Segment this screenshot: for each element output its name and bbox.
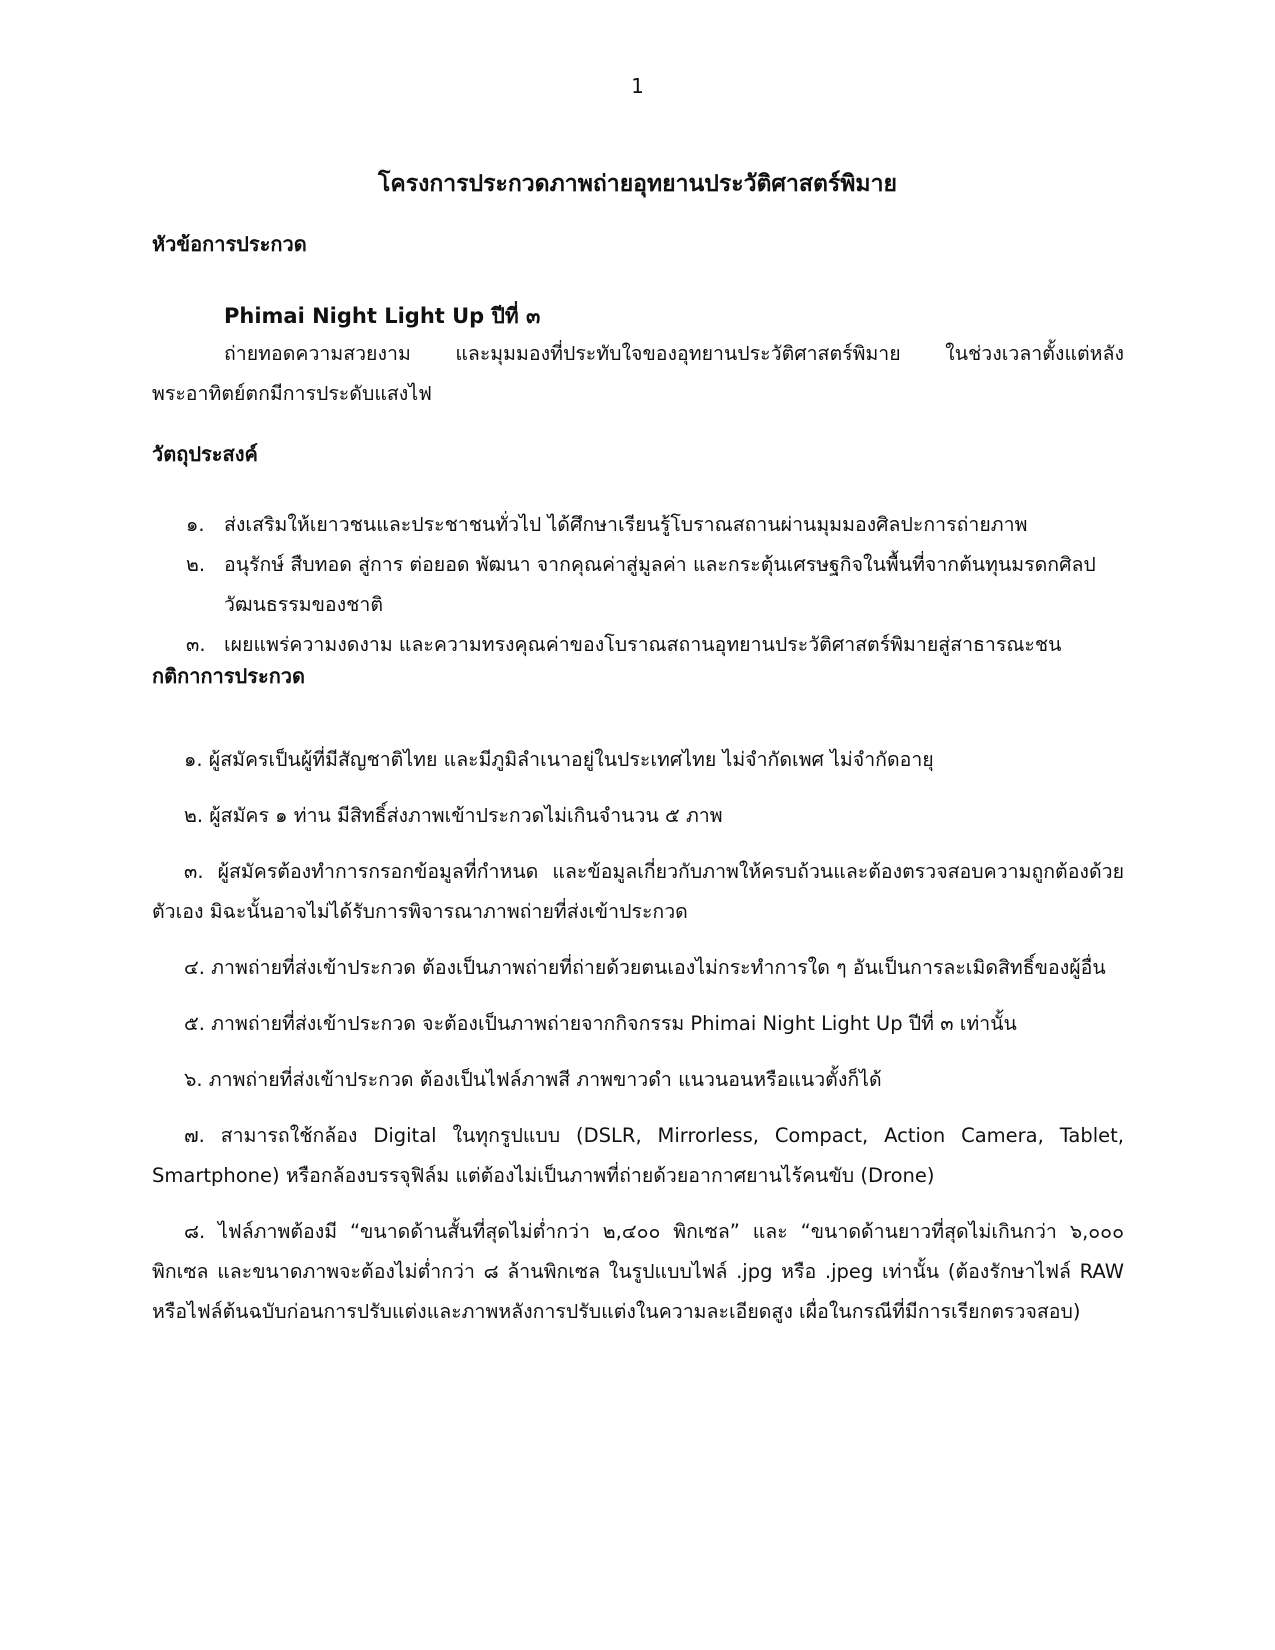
rule-item: ๑. ผู้สมัครเป็นผู้ที่มีสัญชาติไทย และมีภูมิลำเนาอยู่ในประเทศไทย ไม่จำกัดเพศ ไม่จำกัดอายุ — [184, 748, 934, 771]
rules-heading: กติกาการประกวด — [152, 664, 306, 688]
objectives-list — [152, 505, 1124, 665]
list-item-number: ๒. — [186, 553, 206, 576]
list-item-text: ส่งเสริมให้เยาวชนและประชาชนทั่วไป ได้ศึกษาเรียนรู้โบราณสถานผ่านมุมมองศิลปะการถ่ายภาพ — [224, 513, 1028, 536]
rule-item: ๒. ผู้สมัคร ๑ ท่าน มีสิทธิ์ส่งภาพเข้าประกวดไม่เกินจำนวน ๕ ภาพ — [184, 804, 723, 827]
rule-item: ๘. ไฟล์ภาพต้องมี “ขนาดด้านสั้นที่สุดไม่ต่ำกว่า ๒,๔๐๐ พิกเซล” และ “ขนาดด้านยาวที่สุดไม่เกินกว่า ๖,๐๐๐ พิกเซล และขนาดภาพจะต้องไม่ต่ำกว่า ๘ ล้านพิกเซล ในรูปแบบไฟล์ .jpg หรือ .jpeg เท่านั้น (ต้องรักษาไฟล์ RAW หรือไฟล์ต้นฉบับก่อนการปรับแต่งและภาพหลังการปรับแต่งในความละเอียดสูง เผื่อในกรณีที่มีการเรียกตรวจสอบ) — [152, 1220, 1124, 1323]
list-item-text: อนุรักษ์ สืบทอด สู่การ ต่อยอด พัฒนา จากคุณค่าสู่มูลค่า และกระตุ้นเศรษฐกิจในพื้นที่จากต้นทุนมรดกศิลปวัฒนธรรมของชาติ — [224, 553, 1096, 616]
rules-list — [152, 740, 1124, 1348]
list-item — [152, 505, 1124, 545]
page-number: 1 — [631, 74, 644, 98]
rule-item: ๔. ภาพถ่ายที่ส่งเข้าประกวด ต้องเป็นภาพถ่ายที่ถ่ายด้วยตนเองไม่กระทำการใด ๆ อันเป็นการละเมิดสิทธิ์ของผู้อื่น — [184, 956, 1106, 979]
objectives-heading: วัตถุประสงค์ — [152, 442, 258, 466]
rule-item: ๓. ผู้สมัครต้องทำการกรอกข้อมูลที่กำหนด และข้อมูลเกี่ยวกับภาพให้ครบถ้วนและต้องตรวจสอบความถูกต้องด้วยตัวเอง มิฉะนั้นอาจไม่ได้รับการพิจารณาภาพถ่ายที่ส่งเข้าประกวด — [152, 860, 1124, 923]
document-title: โครงการประกวดภาพถ่ายอุทยานประวัติศาสตร์พิมาย — [378, 171, 897, 197]
list-item-number: ๓. — [186, 633, 206, 656]
rule-item: ๕. ภาพถ่ายที่ส่งเข้าประกวด จะต้องเป็นภาพถ่ายจากกิจกรรม Phimai Night Light Up ปีที่ ๓ เท่านั้น — [184, 1012, 1017, 1035]
list-item — [152, 545, 1124, 625]
list-item-number: ๑. — [186, 513, 205, 536]
topic-name: Phimai Night Light Up ปีที่ ๓ — [224, 304, 541, 328]
list-item-text: เผยแพร่ความงดงาม และความทรงคุณค่าของโบราณสถานอุทยานประวัติศาสตร์พิมายสู่สาธารณะชน — [224, 633, 1062, 656]
list-item — [152, 625, 1124, 665]
rule-item: ๗. สามารถใช้กล้อง Digital ในทุกรูปแบบ (DSLR, Mirrorless, Compact, Action Camera, Tablet, Smartphone) หรือกล้องบรรจุฟิล์ม แต่ต้องไม่เป็นภาพที่ถ่ายด้วยอากาศยานไร้คนขับ (Drone) — [152, 1124, 1124, 1187]
topic-description: ถ่ายทอดความสวยงาม และมุมมองที่ประทับใจของอุทยานประวัติศาสตร์พิมาย ในช่วงเวลาตั้งแต่หลังพระอาทิตย์ตกมีการประดับแสงไฟ — [152, 342, 1124, 405]
rule-item: ๖. ภาพถ่ายที่ส่งเข้าประกวด ต้องเป็นไฟล์ภาพสี ภาพขาวดำ แนวนอนหรือแนวตั้งก็ได้ — [184, 1068, 882, 1091]
topic-heading: หัวข้อการประกวด — [152, 232, 307, 256]
